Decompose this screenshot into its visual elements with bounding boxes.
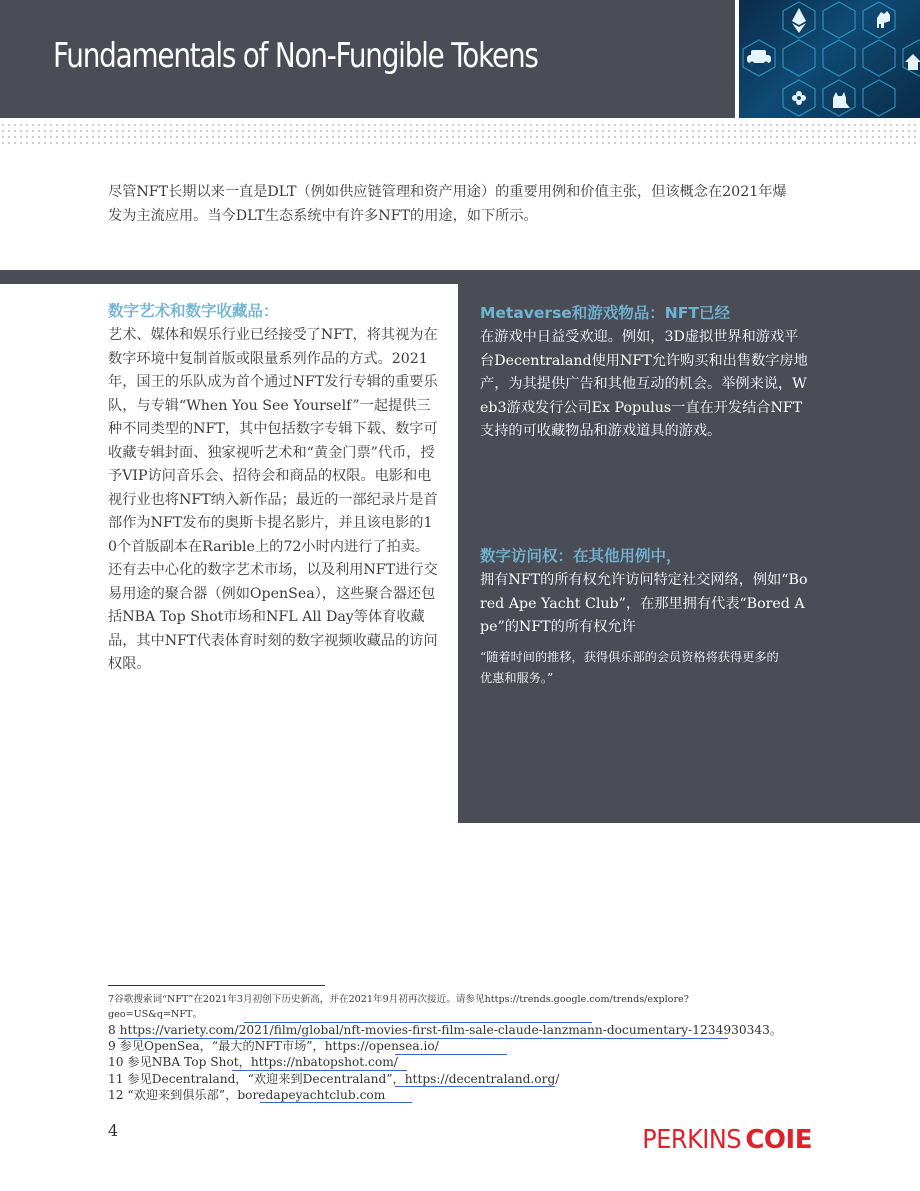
page-number: 4 — [108, 1121, 119, 1140]
link-underline — [395, 1086, 555, 1087]
link-underline — [244, 1022, 592, 1023]
footnote-divider — [108, 985, 325, 986]
dotted-divider — [0, 122, 920, 148]
metaverse-heading: Metaverse和游戏物品：NFT已经 — [480, 304, 730, 322]
section-band — [0, 270, 920, 284]
digital-art-body: 艺术、媒体和娱乐行业已经接受了NFT，将其视为在数字环境中复制首版或限量系列作品的方式。2021年，国王的乐队成为首个通过NFT发行专辑的重要乐队，与专辑“When You See Yourself”一起提供三种不同类型的NFT，其中包括数字专辑下载、数字可收藏专辑封面、独家视听艺术和“黄金门票”代币，授予VIP访问音乐会、招待会和商品的权限。电影和电视行业也将NFT纳入新作品；最近的一部纪录片是首部作为NFT发布的奥斯卡提名影片，并且该电影的10个首版副本在Rarible上的72小时内进行了拍卖。还有去中心化的数字艺术市场，以及利用NFT进行交易用途的聚合器（例如OpenSea），这些聚合器还包括NBA Top Shot市场和NFL All Day等体育收藏品，其中NFT代表体育时刻的数字视频收藏品的访问权限。 — [108, 327, 438, 672]
flower-icon — [792, 91, 806, 105]
dog-icon — [877, 11, 890, 28]
footnote-7-line-2: geo=US&q=NFT。 — [108, 1009, 203, 1020]
header-hexagon-art — [739, 0, 920, 118]
footnote-10-link[interactable]: 10 参见NBA Top Shot，https://nbatopshot.com/ — [108, 1055, 398, 1070]
cat-icon — [833, 92, 850, 108]
digital-access-heading: 数字访问权：在其他用例中， — [480, 547, 682, 565]
metaverse-body: 在游戏中日益受欢迎。例如，3D虚拟世界和游戏平台Decentraland使用NFT允许购买和出售数字房地产，为其提供广告和其他互动的机会。举例来说，Web3游戏发行公司Ex Populus一直在开发结合NFT支持的可收藏物品和游戏道具的游戏。 — [480, 329, 808, 439]
footnote-12-link[interactable]: 12 “欢迎来到俱乐部”，boredapeyachtclub.com — [108, 1087, 386, 1102]
house-icon — [905, 54, 920, 70]
logo-coie: COIE — [745, 1125, 812, 1155]
digital-access-body: 拥有NFT的所有权允许访问特定社交网络，例如“Bored Ape Yacht Club”，在那里拥有代表“Bored Ape”的NFT的所有权允许 — [480, 572, 808, 635]
intro-paragraph: 尽管NFT长期以来一直是DLT（例如供应链管理和资产用途）的重要用例和价值主张，但该概念在2021年爆发为主流应用。当今DLT生态系统中有许多NFT的用途，如下所示。 — [108, 184, 787, 224]
digital-art-section — [108, 298, 440, 677]
link-underline — [395, 1054, 507, 1055]
footnote-7-line-1: 7谷歌搜索词“NFT”在2021年3月初创下历史新高，并在2021年9月初再次接近。请参见https://trends.google.com/trends/explore? — [108, 994, 689, 1005]
header-bar — [0, 0, 735, 118]
ethereum-icon — [792, 8, 806, 33]
link-underline — [232, 1070, 407, 1071]
footnote-9-link[interactable]: 9 参见OpenSea，“最大的NFT市场”，https://opensea.io/ — [108, 1039, 439, 1054]
digital-access-section — [480, 543, 810, 640]
logo-perkins: PERKINS — [642, 1125, 742, 1155]
link-underline — [260, 1102, 412, 1103]
metaverse-section — [480, 300, 810, 444]
document-title: Fundamentals of Non-Fungible Tokens — [53, 36, 538, 76]
footnote-8-link[interactable]: 8 https://variety.com/2021/film/global/nft-movies-first-film-sale-claude-lanzmann-documentary-1234930343。 — [108, 1023, 783, 1037]
link-underline — [118, 1038, 728, 1039]
pull-quote: “随着时间的推移，获得俱乐部的会员资格将获得更多的优惠和服务。” — [480, 650, 779, 685]
perkins-coie-logo — [638, 1125, 812, 1155]
car-icon — [747, 50, 771, 67]
digital-art-heading: 数字艺术和数字收藏品： — [108, 302, 279, 320]
footnote-11-link[interactable]: 11 参见Decentraland，“欢迎来到Decentraland”，https://decentraland.org/ — [108, 1071, 560, 1086]
